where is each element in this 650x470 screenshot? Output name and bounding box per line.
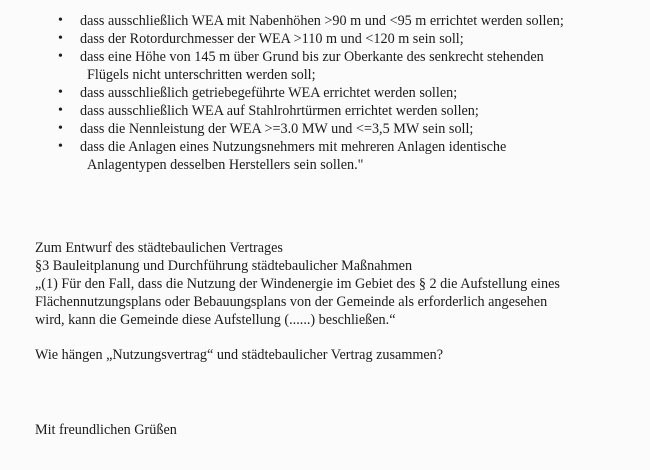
list-item-line: dass der Rotordurchmesser der WEA >110 m und <120 m sein soll; [80, 31, 464, 47]
list-item [36, 102, 636, 120]
list-item [36, 84, 636, 102]
question-text: Wie hängen „Nutzungsvertrag“ und städtebaulicher Vertrag zusammen? [35, 347, 444, 363]
list-item [36, 12, 636, 30]
closing-paragraph [35, 421, 645, 439]
list-item-line: dass ausschließlich getriebegeführte WEA errichtet werden sollen; [80, 85, 458, 101]
list-item-line: dass ausschließlich WEA auf Stahlrohrtürmen errichtet werden sollen; [80, 103, 479, 119]
list-item-line: Anlagentypen desselben Herstellers sein sollen." [87, 157, 364, 173]
requirements-list [36, 12, 636, 174]
question-paragraph [35, 346, 645, 364]
list-item [36, 48, 636, 84]
section-heading: Zum Entwurf des städtebaulichen Vertrages [35, 240, 283, 256]
list-item-line: • dass die Anlagen eines Nutzungsnehmers mit mehreren Anlagen identische [80, 139, 507, 155]
section-subheading: §3 Bauleitplanung und Durchführung städtebaulicher Maßnahmen [35, 258, 413, 274]
list-item-line: dass ausschließlich WEA mit Nabenhöhen >90 m und <95 m errichtet werden sollen; [80, 13, 564, 29]
contract-section [35, 239, 645, 329]
closing-text: Mit freundlichen Grüßen [35, 422, 177, 438]
list-item-line: Flügels nicht unterschritten werden soll; [87, 67, 316, 83]
list-item [36, 30, 636, 48]
quote-line: wird, kann die Gemeinde diese Aufstellung (......) beschließen.“ [35, 312, 396, 328]
list-item [36, 120, 636, 138]
quote-line: Flächennutzungsplans oder Bebauungsplans von der Gemeinde als erforderlich angesehen [35, 294, 548, 310]
list-item [36, 138, 636, 174]
list-item-line: • dass eine Höhe von 145 m über Grund bis zur Oberkante des senkrecht stehenden [80, 49, 544, 65]
list-item-line: dass die Nennleistung der WEA >=3.0 MW und <=3,5 MW sein soll; [80, 121, 474, 137]
quote-line: „(1) Für den Fall, dass die Nutzung der Windenergie im Gebiet des § 2 die Aufstellung eines [35, 276, 560, 292]
